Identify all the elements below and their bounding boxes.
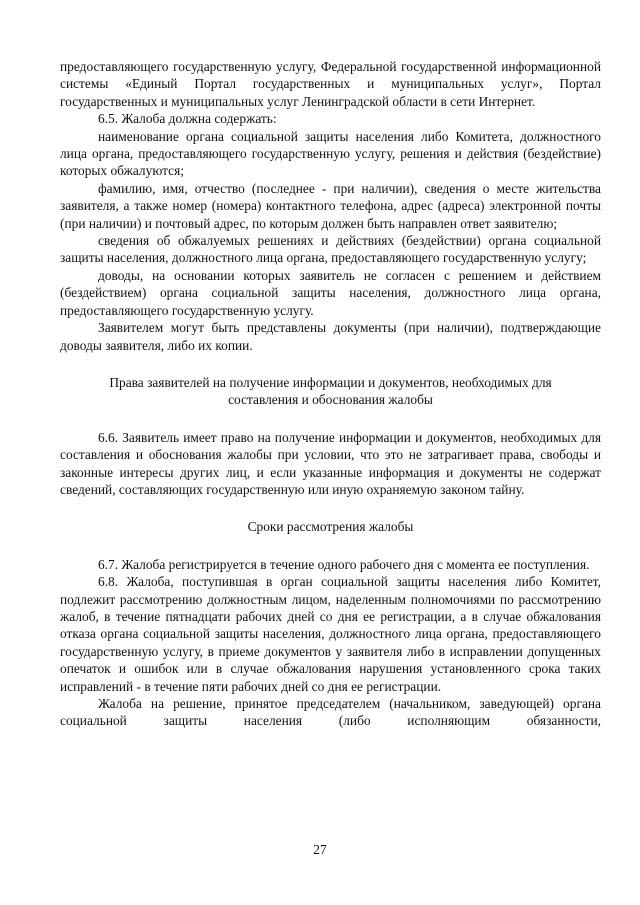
paragraph-documents: Заявителем могут быть представлены документы (при наличии), подтверждающие доводы заявителя, либо их копии.: [60, 320, 601, 353]
paragraph-6-8: 6.8. Жалоба, поступившая в орган социальной защиты населения либо Комитет, подлежит рассмотрению должностным лицом, наделенным полномочиями по рассмотрению жалоб, в течение пятнадцати рабочих дней со дня ее регистрации, а в случае обжалования отказа органа социальной защиты населения, должностного лица органа, предоставляющего государственную услугу, в приеме документов у заявителя либо в исправлении допущенных опечаток и ошибок или в случае обжалования нарушения установленного срока таких исправлений - в течение пяти рабочих дней со дня ее регистрации.: [60, 574, 601, 694]
paragraph-6-7: 6.7. Жалоба регистрируется в течение одного рабочего дня с момента ее поступления.: [98, 556, 590, 572]
document-page: [60, 58, 601, 730]
paragraph-applicant-details: фамилию, имя, отчество (последнее - при наличии), сведения о месте жительства заявителя, а также номер (номера) контактного телефона, адрес (адреса) электронной почты (при наличии) и почтовый адрес, по которым должен быть направлен ответ заявителю;: [60, 180, 601, 231]
paragraph-appealed-decisions: сведения об обжалуемых решениях и действиях (бездействии) органа социальной защиты населения, должностного лица органа, предоставляющего государственную услугу;: [60, 233, 601, 266]
paragraph-6-6: 6.6. Заявитель имеет право на получение информации и документов, необходимых для составления и обоснования жалобы при условии, что это не затрагивает права, свободы и законные интересы других лиц, и если указанные информация и документы не содержат сведений, составляющих государственную или иную охраняемую законом тайну.: [60, 429, 601, 497]
paragraph-arguments: доводы, на основании которых заявитель не согласен с решением и действием (бездействием) органа социальной защиты населения, должностного лица органа, предоставляющего государственную услугу.: [60, 267, 601, 318]
paragraph-authority-name: наименование органа социальной защиты населения либо Комитета, должностного лица органа, предоставляющего государственную услугу, решения и действия (бездействие) которых обжалуются;: [60, 128, 601, 179]
paragraph-portal-continuation: предоставляющего государственную услугу, Федеральной государственной информационной системы «Единый Портал государственных и муниципальных услуг», Портал государственных и муниципальных услуг Ленинградской области в сети Интернет.: [60, 59, 601, 109]
section-heading-rights: Права заявителей на получение информации и документов, необходимых для составления и обоснования жалобы: [109, 374, 552, 408]
paragraph-6-5: 6.5. Жалоба должна содержать:: [98, 111, 277, 127]
section-heading-terms: Сроки рассмотрения жалобы: [247, 519, 414, 535]
page-number: 27: [313, 842, 327, 857]
paragraph-chairman-decision: Жалоба на решение, принятое председателем (начальником, заведующей) органа социальной защиты населения (либо исполняющим обязанности,: [60, 696, 601, 729]
